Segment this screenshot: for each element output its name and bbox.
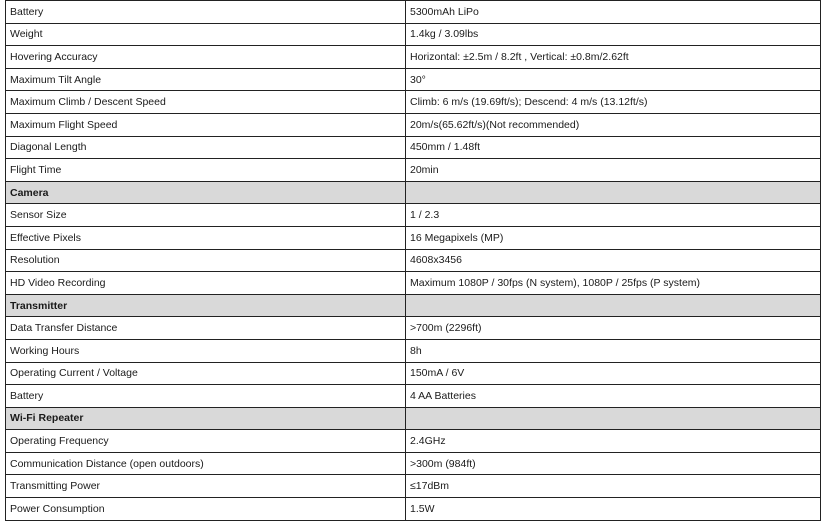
spec-row <box>6 339 821 362</box>
section-header-blank <box>406 407 821 430</box>
section-header-wifi-repeater <box>6 407 821 430</box>
spec-row <box>6 498 821 521</box>
spec-row <box>6 249 821 272</box>
spec-value: 20m/s(65.62ft/s)(Not recommended) <box>406 113 821 136</box>
spec-row <box>6 113 821 136</box>
section-header-camera <box>6 181 821 204</box>
spec-row <box>6 46 821 69</box>
spec-label: Battery <box>6 1 406 24</box>
spec-row <box>6 159 821 182</box>
spec-value: Climb: 6 m/s (19.69ft/s); Descend: 4 m/s (13.12ft/s) <box>406 91 821 114</box>
spec-label: Effective Pixels <box>6 226 406 249</box>
spec-label: Power Consumption <box>6 498 406 521</box>
section-header-blank <box>406 294 821 317</box>
spec-value: 30° <box>406 68 821 91</box>
spec-row <box>6 136 821 159</box>
spec-row <box>6 385 821 408</box>
spec-value: 1.5W <box>406 498 821 521</box>
spec-value: 4 AA Batteries <box>406 385 821 408</box>
spec-row <box>6 68 821 91</box>
section-title: Wi-Fi Repeater <box>6 407 406 430</box>
spec-row <box>6 23 821 46</box>
spec-value: 1.4kg / 3.09lbs <box>406 23 821 46</box>
spec-label: Sensor Size <box>6 204 406 227</box>
spec-label: Operating Current / Voltage <box>6 362 406 385</box>
section-title: Camera <box>6 181 406 204</box>
spec-row <box>6 475 821 498</box>
spec-label: Maximum Climb / Descent Speed <box>6 91 406 114</box>
spec-value: 4608x3456 <box>406 249 821 272</box>
specifications-table <box>5 0 821 521</box>
spec-value: 8h <box>406 339 821 362</box>
spec-row <box>6 226 821 249</box>
spec-value: >700m (2296ft) <box>406 317 821 340</box>
spec-value: Horizontal: ±2.5m / 8.2ft , Vertical: ±0.8m/2.62ft <box>406 46 821 69</box>
spec-row <box>6 272 821 295</box>
spec-label: Maximum Tilt Angle <box>6 68 406 91</box>
spec-label: Transmitting Power <box>6 475 406 498</box>
spec-label: Diagonal Length <box>6 136 406 159</box>
spec-label: Resolution <box>6 249 406 272</box>
spec-label: Maximum Flight Speed <box>6 113 406 136</box>
spec-row <box>6 91 821 114</box>
section-header-blank <box>406 181 821 204</box>
section-header-transmitter <box>6 294 821 317</box>
spec-label: Operating Frequency <box>6 430 406 453</box>
spec-row <box>6 430 821 453</box>
spec-row <box>6 362 821 385</box>
spec-label: Battery <box>6 385 406 408</box>
spec-row <box>6 317 821 340</box>
spec-label: HD Video Recording <box>6 272 406 295</box>
spec-value: 5300mAh LiPo <box>406 1 821 24</box>
spec-value: Maximum 1080P / 30fps (N system), 1080P / 25fps (P system) <box>406 272 821 295</box>
spec-value: 1 / 2.3 <box>406 204 821 227</box>
spec-value: 16 Megapixels (MP) <box>406 226 821 249</box>
spec-value: 20min <box>406 159 821 182</box>
spec-value: ≤17dBm <box>406 475 821 498</box>
spec-value: 450mm / 1.48ft <box>406 136 821 159</box>
section-title: Transmitter <box>6 294 406 317</box>
spec-label: Communication Distance (open outdoors) <box>6 452 406 475</box>
spec-label: Hovering Accuracy <box>6 46 406 69</box>
spec-row <box>6 452 821 475</box>
spec-row <box>6 204 821 227</box>
spec-value: >300m (984ft) <box>406 452 821 475</box>
spec-label: Working Hours <box>6 339 406 362</box>
spec-value: 2.4GHz <box>406 430 821 453</box>
spec-row <box>6 1 821 24</box>
spec-label: Flight Time <box>6 159 406 182</box>
spec-label: Weight <box>6 23 406 46</box>
spec-value: 150mA / 6V <box>406 362 821 385</box>
spec-label: Data Transfer Distance <box>6 317 406 340</box>
